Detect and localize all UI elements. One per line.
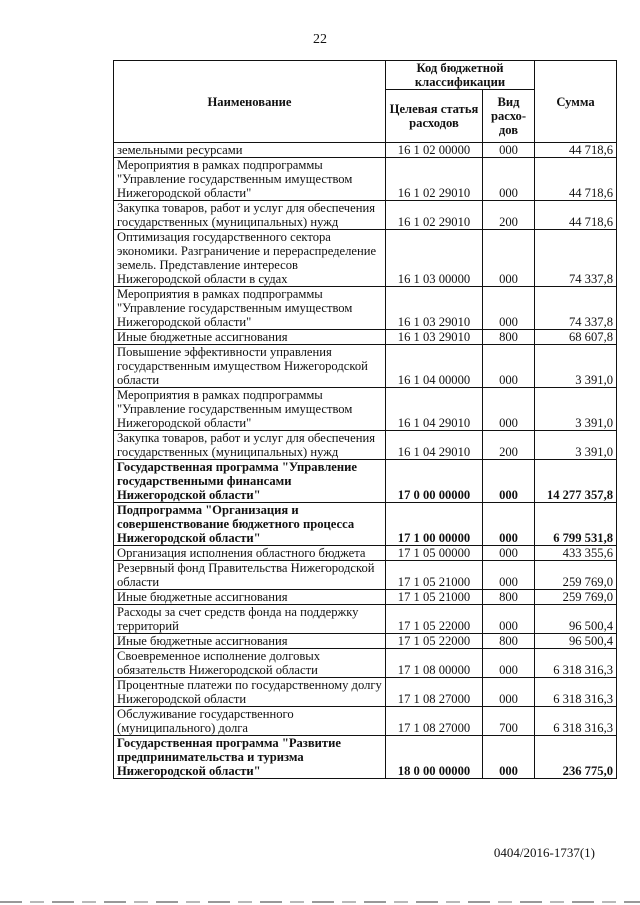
document-reference: 0404/2016-1737(1) xyxy=(493,845,595,860)
row-code: 17 1 08 00000 xyxy=(386,649,483,678)
page-number: 22 xyxy=(313,32,327,47)
table-row xyxy=(114,503,617,546)
row-expense-type: 000 xyxy=(483,158,535,201)
row-code: 17 1 05 21000 xyxy=(386,561,483,590)
row-sum: 96 500,4 xyxy=(535,634,617,649)
row-name: Оптимизация государственного сектора экономики. Разграничение и перераспределение земель. Представление интересов Нижегородской области в судах xyxy=(114,230,386,287)
table-row xyxy=(114,388,617,431)
row-expense-type: 000 xyxy=(483,287,535,330)
table-row xyxy=(114,649,617,678)
row-name: Иные бюджетные ассигнования xyxy=(114,634,386,649)
row-expense-type: 200 xyxy=(483,431,535,460)
row-code: 16 1 03 29010 xyxy=(386,330,483,345)
row-name: Своевременное исполнение долговых обязательств Нижегородской области xyxy=(114,649,386,678)
row-expense-type: 200 xyxy=(483,201,535,230)
scan-edge-artifact xyxy=(0,901,640,903)
row-sum: 68 607,8 xyxy=(535,330,617,345)
row-name: Мероприятия в рамках подпрограммы "Управление государственным имуществом Нижегородской области" xyxy=(114,388,386,431)
row-expense-type: 000 xyxy=(483,460,535,503)
header-expense-type: Вид расхо-дов xyxy=(483,90,535,143)
row-sum: 3 391,0 xyxy=(535,388,617,431)
header-code-group: Код бюджетной классификации xyxy=(386,61,535,90)
row-name: Процентные платежи по государственному долгу Нижегородской области xyxy=(114,678,386,707)
row-sum: 6 318 316,3 xyxy=(535,649,617,678)
row-name: Организация исполнения областного бюджета xyxy=(114,546,386,561)
row-expense-type: 000 xyxy=(483,345,535,388)
row-sum: 14 277 357,8 xyxy=(535,460,617,503)
row-code: 17 1 08 27000 xyxy=(386,678,483,707)
row-code: 16 1 02 29010 xyxy=(386,201,483,230)
row-name: Обслуживание государственного (муниципального) долга xyxy=(114,707,386,736)
table-row xyxy=(114,605,617,634)
table-body xyxy=(114,143,617,779)
table-row xyxy=(114,158,617,201)
row-name: земельными ресурсами xyxy=(114,143,386,158)
row-code: 16 1 03 29010 xyxy=(386,287,483,330)
row-name: Мероприятия в рамках подпрограммы "Управление государственным имуществом Нижегородской области" xyxy=(114,287,386,330)
table-row xyxy=(114,736,617,779)
row-sum: 6 799 531,8 xyxy=(535,503,617,546)
row-name: Расходы за счет средств фонда на поддержку территорий xyxy=(114,605,386,634)
row-name: Государственная программа "Развитие предпринимательства и туризма Нижегородской области" xyxy=(114,736,386,779)
row-code: 17 1 00 00000 xyxy=(386,503,483,546)
table-row xyxy=(114,590,617,605)
row-expense-type: 800 xyxy=(483,590,535,605)
row-expense-type: 700 xyxy=(483,707,535,736)
row-sum: 6 318 316,3 xyxy=(535,707,617,736)
row-expense-type: 000 xyxy=(483,605,535,634)
table-row xyxy=(114,431,617,460)
row-expense-type: 000 xyxy=(483,503,535,546)
row-sum: 6 318 316,3 xyxy=(535,678,617,707)
table-row xyxy=(114,143,617,158)
budget-table xyxy=(113,60,617,779)
row-expense-type: 000 xyxy=(483,736,535,779)
row-name: Закупка товаров, работ и услуг для обеспечения государственных (муниципальных) нужд xyxy=(114,431,386,460)
row-name: Закупка товаров, работ и услуг для обеспечения государственных (муниципальных) нужд xyxy=(114,201,386,230)
row-code: 17 1 05 21000 xyxy=(386,590,483,605)
row-code: 16 1 04 29010 xyxy=(386,388,483,431)
row-code: 17 1 05 00000 xyxy=(386,546,483,561)
header-name: Наименование xyxy=(114,61,386,143)
row-sum: 96 500,4 xyxy=(535,605,617,634)
table-header xyxy=(114,61,617,143)
row-code: 16 1 04 00000 xyxy=(386,345,483,388)
table-row xyxy=(114,707,617,736)
row-code: 16 1 04 29010 xyxy=(386,431,483,460)
row-code: 17 1 05 22000 xyxy=(386,605,483,634)
row-sum: 44 718,6 xyxy=(535,143,617,158)
row-sum: 3 391,0 xyxy=(535,431,617,460)
row-name: Иные бюджетные ассигнования xyxy=(114,330,386,345)
row-name: Подпрограмма "Организация и совершенствование бюджетного процесса Нижегородской области" xyxy=(114,503,386,546)
row-expense-type: 000 xyxy=(483,546,535,561)
row-code: 16 1 02 29010 xyxy=(386,158,483,201)
row-sum: 44 718,6 xyxy=(535,201,617,230)
row-sum: 74 337,8 xyxy=(535,287,617,330)
row-name: Резервный фонд Правительства Нижегородской области xyxy=(114,561,386,590)
row-code: 16 1 02 00000 xyxy=(386,143,483,158)
row-code: 18 0 00 00000 xyxy=(386,736,483,779)
table-row xyxy=(114,330,617,345)
table-row xyxy=(114,546,617,561)
table-row xyxy=(114,201,617,230)
row-sum: 259 769,0 xyxy=(535,590,617,605)
row-name: Иные бюджетные ассигнования xyxy=(114,590,386,605)
row-expense-type: 800 xyxy=(483,634,535,649)
row-sum: 259 769,0 xyxy=(535,561,617,590)
row-sum: 44 718,6 xyxy=(535,158,617,201)
row-sum: 236 775,0 xyxy=(535,736,617,779)
row-expense-type: 000 xyxy=(483,561,535,590)
table-row xyxy=(114,230,617,287)
row-sum: 3 391,0 xyxy=(535,345,617,388)
header-sum: Сумма xyxy=(535,61,617,143)
table-row xyxy=(114,634,617,649)
row-expense-type: 000 xyxy=(483,230,535,287)
table-row xyxy=(114,287,617,330)
row-code: 17 1 08 27000 xyxy=(386,707,483,736)
row-expense-type: 000 xyxy=(483,143,535,158)
row-expense-type: 000 xyxy=(483,388,535,431)
row-expense-type: 000 xyxy=(483,649,535,678)
row-name: Мероприятия в рамках подпрограммы "Управление государственным имуществом Нижегородской области" xyxy=(114,158,386,201)
table-row xyxy=(114,561,617,590)
row-expense-type: 800 xyxy=(483,330,535,345)
table-row xyxy=(114,678,617,707)
row-code: 16 1 03 00000 xyxy=(386,230,483,287)
row-name: Повышение эффективности управления государственным имуществом Нижегородской области xyxy=(114,345,386,388)
table-row xyxy=(114,460,617,503)
row-expense-type: 000 xyxy=(483,678,535,707)
row-code: 17 0 00 00000 xyxy=(386,460,483,503)
row-sum: 74 337,8 xyxy=(535,230,617,287)
row-code: 17 1 05 22000 xyxy=(386,634,483,649)
row-sum: 433 355,6 xyxy=(535,546,617,561)
table-row xyxy=(114,345,617,388)
header-target-article: Целевая статья расходов xyxy=(386,90,483,143)
row-name: Государственная программа "Управление государственными финансами Нижегородской области" xyxy=(114,460,386,503)
